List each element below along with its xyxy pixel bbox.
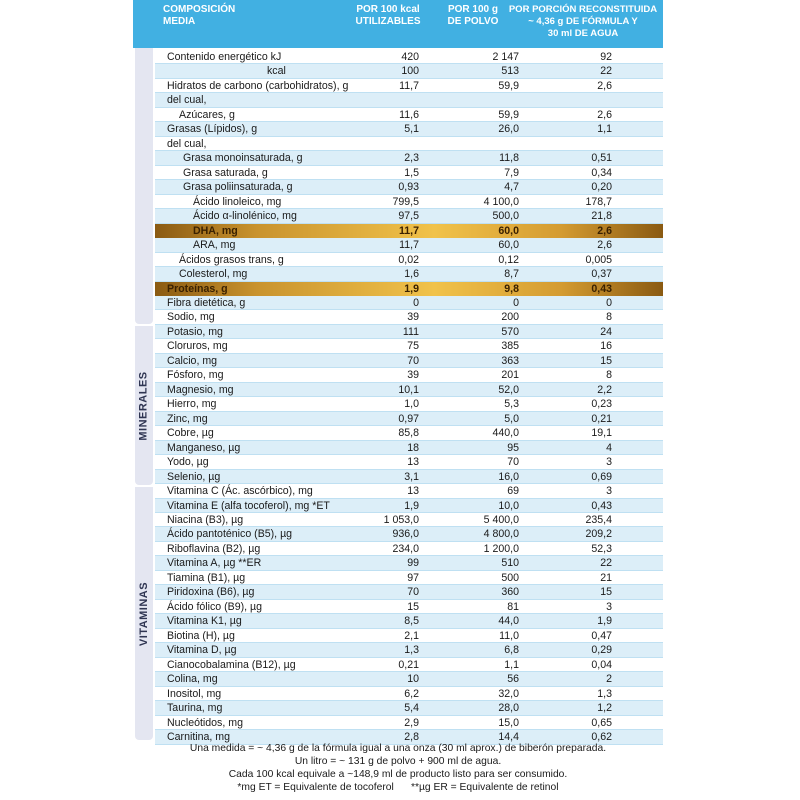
value-per-portion: 22 [600, 557, 612, 570]
table-row [155, 151, 663, 165]
table-row [155, 701, 663, 715]
value-per-100g: 440,0 [492, 427, 519, 440]
value-per-portion: 0,43 [591, 499, 612, 512]
value-per-100g: 4,7 [504, 181, 519, 194]
value-per-portion: 21,8 [591, 210, 612, 223]
row-label: Ácido pantoténico (B5), µg [167, 528, 293, 541]
value-per-portion: 3 [606, 600, 612, 613]
table-row [155, 368, 663, 382]
table-row [155, 166, 663, 180]
table-row [155, 325, 663, 339]
value-per-100g: 10,0 [498, 499, 519, 512]
value-per-portion: 8 [606, 311, 612, 324]
value-per-100kcal: 11,7 [399, 79, 419, 92]
value-per-portion: 2,6 [597, 108, 612, 121]
footnote-line: Cada 100 kcal equivale a ~148,9 ml de producto listo para ser consumido. [228, 769, 568, 780]
row-label: Vitamina A, µg **ER [167, 557, 262, 570]
table-row [155, 93, 663, 107]
value-per-100kcal: 2,1 [404, 629, 419, 642]
row-label: del cual, [167, 137, 207, 150]
table-row [155, 267, 663, 281]
value-per-100g: 0,12 [498, 253, 519, 266]
row-label: Contenido energético kJ [167, 51, 282, 63]
sidebar-block-general [135, 48, 153, 324]
footnote-line: Un litro = ~ 131 g de polvo + 900 ml de agua. [294, 756, 502, 767]
table-row [155, 122, 663, 136]
row-label: Ácido fólico (B9), µg [167, 600, 263, 613]
value-per-100kcal: 0,93 [398, 181, 419, 194]
row-label: Biotina (H), µg [167, 629, 235, 642]
value-per-100kcal: 1,9 [404, 499, 419, 512]
table-row [155, 527, 663, 541]
value-per-100kcal: 1,3 [404, 644, 419, 657]
value-per-100g: 44,0 [498, 615, 519, 628]
table-row [155, 195, 663, 209]
table-row-highlighted [155, 224, 663, 238]
table-row [155, 137, 663, 151]
table-row [155, 672, 663, 686]
value-per-100kcal: 6,2 [404, 687, 419, 700]
value-per-100g: 14,4 [498, 731, 519, 744]
value-per-100kcal: 99 [407, 557, 419, 570]
value-per-100kcal: 85,8 [398, 427, 419, 440]
value-per-portion: 0,29 [591, 644, 612, 657]
value-per-portion: 52,3 [591, 542, 612, 555]
value-per-portion: 1,1 [597, 123, 612, 136]
row-label: Ácido α-linolénico, mg [193, 210, 297, 223]
row-label: Ácido linoleico, mg [193, 195, 282, 208]
table-row [155, 209, 663, 223]
value-per-100kcal: 15 [407, 600, 419, 613]
value-per-portion: 0,47 [591, 629, 612, 642]
value-per-100g: 570 [501, 325, 519, 338]
table-row [155, 108, 663, 122]
footnote-line: *mg ET = Equivalente de tocoferol **µg ER = Equivalente de retinol [237, 782, 559, 793]
value-per-100g: 6,8 [504, 644, 519, 657]
table-row [155, 50, 663, 64]
value-per-100g: 69 [507, 485, 519, 498]
value-per-100kcal: 39 [407, 369, 419, 382]
value-per-portion: 0,23 [591, 398, 612, 411]
row-label: Vitamina D, µg [167, 644, 237, 657]
row-label: Cloruros, mg [167, 340, 228, 353]
row-label: Nucleótidos, mg [167, 716, 243, 729]
value-per-100g: 5,0 [504, 412, 519, 425]
table-row [155, 687, 663, 701]
value-per-portion: 8 [606, 369, 612, 382]
value-per-100kcal: 70 [407, 586, 419, 599]
value-per-portion: 15 [600, 354, 612, 367]
table-row [155, 542, 663, 556]
value-per-100g: 59,9 [498, 79, 519, 92]
table-row [155, 253, 663, 267]
value-per-portion: 4 [606, 441, 612, 454]
value-per-portion: 0,20 [591, 181, 612, 194]
value-per-portion: 0,005 [585, 253, 612, 266]
row-label: Magnesio, mg [167, 383, 234, 396]
row-label: Tiamina (B1), µg [167, 571, 246, 584]
value-per-100kcal: 2,9 [404, 716, 419, 729]
value-per-portion: 0,43 [591, 282, 612, 295]
value-per-portion: 22 [600, 65, 612, 78]
value-per-100g: 95 [507, 441, 519, 454]
header-per-100kcal: POR 100 kcal UTILIZABLES [355, 4, 421, 27]
value-per-100g: 500 [501, 571, 519, 584]
row-label: Zinc, mg [167, 412, 208, 425]
table-row [155, 339, 663, 353]
value-per-100kcal: 97,5 [398, 210, 419, 223]
value-per-100kcal: 111 [402, 325, 419, 338]
row-label: DHA, mg [193, 224, 238, 237]
value-per-100kcal: 0,02 [398, 253, 419, 266]
value-per-portion: 209,2 [585, 528, 612, 541]
value-per-100kcal: 1,6 [404, 268, 419, 281]
table-row [155, 296, 663, 310]
row-label: Vitamina E (alfa tocoferol), mg *ET [167, 499, 330, 512]
value-per-100g: 56 [507, 673, 519, 686]
value-per-100g: 4 800,0 [483, 528, 519, 541]
table-row [155, 426, 663, 440]
vitamins-section-label: VITAMINAS [138, 581, 150, 646]
table-row [155, 571, 663, 585]
value-per-portion: 0,51 [591, 152, 612, 165]
table-row [155, 64, 663, 78]
value-per-100kcal: 13 [407, 456, 419, 469]
value-per-100kcal: 936,0 [392, 528, 419, 541]
table-row [155, 585, 663, 599]
row-label: Inositol, mg [167, 687, 222, 700]
footnote-line: Una medida = ~ 4,36 g de la fórmula igual a una onza (30 ml aprox.) de biberón preparada. [189, 743, 607, 754]
value-per-100kcal: 3,1 [404, 470, 419, 483]
value-per-portion: 0,04 [591, 658, 612, 671]
value-per-100g: 1,1 [504, 658, 519, 671]
value-per-100kcal: 10 [407, 673, 419, 686]
table-row [155, 470, 663, 484]
header-per-portion: POR PORCIÓN RECONSTITUIDA ~ 4,36 g DE FÓRMULA Y 30 ml DE AGUA [508, 4, 658, 39]
row-label: Taurina, mg [167, 702, 223, 715]
value-per-portion: 178,7 [585, 195, 612, 208]
value-per-100g: 59,9 [498, 108, 519, 121]
value-per-100kcal: 1 053,0 [383, 514, 419, 526]
value-per-100g: 201 [501, 369, 519, 382]
value-per-100kcal: 11,7 [398, 224, 419, 237]
value-per-100kcal: 5,4 [404, 702, 419, 715]
row-label: ARA, mg [193, 239, 236, 252]
value-per-100g: 363 [501, 354, 519, 367]
value-per-100g: 8,7 [504, 268, 519, 281]
value-per-100kcal: 234,0 [392, 542, 419, 555]
value-per-100g: 7,9 [504, 166, 519, 179]
value-per-100kcal: 11,7 [399, 239, 419, 252]
value-per-portion: 1,2 [597, 702, 612, 715]
value-per-portion: 21 [600, 571, 612, 584]
table-row [155, 600, 663, 614]
value-per-100kcal: 8,5 [404, 615, 419, 628]
header-composition: COMPOSICIÓN MEDIA [163, 4, 236, 27]
value-per-portion: 24 [600, 325, 612, 338]
value-per-100g: 500,0 [492, 210, 519, 223]
row-label: Azúcares, g [179, 108, 235, 121]
value-per-100kcal: 10,1 [398, 383, 419, 396]
table-row [155, 629, 663, 643]
value-per-portion: 0,62 [591, 731, 612, 744]
value-per-portion: 2,6 [597, 79, 612, 92]
value-per-100kcal: 70 [407, 354, 419, 367]
value-per-portion: 235,4 [585, 514, 612, 526]
value-per-100g: 360 [501, 586, 519, 599]
value-per-portion: 16 [600, 340, 612, 353]
value-per-100g: 510 [501, 557, 519, 570]
row-label: Riboflavina (B2), µg [167, 542, 261, 555]
value-per-100g: 1 200,0 [483, 542, 519, 555]
table-row [155, 716, 663, 730]
value-per-portion: 19,1 [591, 427, 612, 440]
table-row [155, 238, 663, 252]
value-per-100kcal: 11,6 [399, 108, 419, 121]
row-label: Potasio, mg [167, 325, 223, 338]
row-label: Piridoxina (B6), µg [167, 586, 255, 599]
value-per-100g: 60,0 [498, 239, 519, 252]
value-per-100kcal: 13 [407, 485, 419, 498]
table-row [155, 441, 663, 455]
value-per-portion: 92 [600, 51, 612, 63]
row-label: Selenio, µg [167, 470, 221, 483]
value-per-100kcal: 1,5 [404, 166, 419, 179]
nutrition-table [133, 0, 663, 800]
value-per-100g: 15,0 [498, 716, 519, 729]
row-label: Vitamina C (Ác. ascórbico), mg [167, 485, 313, 498]
row-label: kcal [267, 65, 286, 78]
table-row-highlighted [155, 282, 663, 296]
value-per-portion: 1,3 [597, 687, 612, 700]
value-per-100g: 26,0 [498, 123, 519, 136]
value-per-portion: 0,69 [591, 470, 612, 483]
value-per-100g: 28,0 [498, 702, 519, 715]
value-per-100kcal: 18 [407, 441, 419, 454]
value-per-100kcal: 97 [407, 571, 419, 584]
table-row [155, 397, 663, 411]
value-per-portion: 2,2 [597, 383, 612, 396]
table-row [155, 499, 663, 513]
value-per-100kcal: 5,1 [404, 123, 419, 136]
row-label: Grasa saturada, g [183, 166, 268, 179]
row-label: Grasa poliinsaturada, g [183, 181, 293, 194]
table-body [155, 50, 663, 745]
value-per-100g: 200 [501, 311, 519, 324]
value-per-100g: 2 147 [492, 51, 519, 63]
row-label: Carnitina, mg [167, 731, 230, 744]
row-label: Yodo, µg [167, 456, 209, 469]
value-per-100g: 32,0 [498, 687, 519, 700]
row-label: Grasa monoinsaturada, g [183, 152, 303, 165]
value-per-100g: 0 [513, 296, 519, 309]
value-per-100kcal: 1,0 [404, 398, 419, 411]
row-label: Colesterol, mg [179, 268, 248, 281]
value-per-100g: 52,0 [498, 383, 519, 396]
value-per-portion: 3 [606, 485, 612, 498]
value-per-100g: 5,3 [504, 398, 519, 411]
value-per-100g: 16,0 [498, 470, 519, 483]
value-per-100g: 81 [507, 600, 519, 613]
value-per-100g: 11,0 [499, 629, 519, 642]
value-per-100kcal: 0 [413, 296, 419, 309]
table-row [155, 513, 663, 527]
value-per-100kcal: 75 [407, 340, 419, 353]
value-per-portion: 2 [606, 673, 612, 686]
value-per-100kcal: 100 [401, 65, 419, 78]
row-label: Calcio, mg [167, 354, 218, 367]
section-sidebar [133, 48, 155, 740]
value-per-portion: 0 [606, 296, 612, 309]
value-per-portion: 0,21 [591, 412, 612, 425]
value-per-portion: 15 [600, 586, 612, 599]
value-per-portion: 2,6 [597, 224, 612, 237]
value-per-100kcal: 0,21 [398, 658, 419, 671]
table-row [155, 412, 663, 426]
row-label: Grasas (Lípidos), g [167, 123, 258, 136]
row-label: Cianocobalamina (B12), µg [167, 658, 296, 671]
header-per-100g: POR 100 g DE POLVO [447, 4, 499, 27]
minerals-section-label: MINERALES [138, 370, 150, 441]
row-label: Proteínas, g [167, 282, 228, 295]
value-per-100kcal: 39 [407, 311, 419, 324]
row-label: del cual, [167, 94, 207, 107]
row-label: Niacina (B3), µg [167, 514, 244, 526]
row-label: Fósforo, mg [167, 369, 224, 382]
table-header [133, 0, 663, 48]
value-per-100g: 11,8 [499, 152, 519, 165]
row-label: Ácidos grasos trans, g [179, 253, 284, 266]
row-label: Cobre, µg [167, 427, 214, 440]
table-footnotes [133, 742, 663, 794]
row-label: Sodio, mg [167, 311, 215, 324]
table-row [155, 455, 663, 469]
table-row [155, 643, 663, 657]
value-per-100g: 385 [501, 340, 519, 353]
table-row [155, 354, 663, 368]
table-row [155, 310, 663, 324]
table-row [155, 79, 663, 93]
table-row [155, 484, 663, 498]
table-row [155, 556, 663, 570]
value-per-portion: 1,9 [597, 615, 612, 628]
table-row [155, 383, 663, 397]
row-label: Hierro, mg [167, 398, 217, 411]
row-label: Fibra dietética, g [167, 296, 246, 309]
value-per-100kcal: 420 [401, 51, 419, 63]
row-label: Hidratos de carbono (carbohidratos), g [167, 79, 349, 92]
row-label: Colina, mg [167, 673, 218, 686]
value-per-100g: 4 100,0 [483, 195, 519, 208]
value-per-100kcal: 2,8 [404, 731, 419, 744]
table-row [155, 614, 663, 628]
value-per-100g: 513 [501, 65, 519, 78]
value-per-100kcal: 799,5 [392, 195, 419, 208]
value-per-100g: 9,8 [504, 282, 519, 295]
row-label: Manganeso, µg [167, 441, 241, 454]
value-per-portion: 0,37 [591, 268, 612, 281]
value-per-100g: 60,0 [498, 224, 519, 237]
value-per-portion: 0,65 [591, 716, 612, 729]
value-per-100g: 70 [507, 456, 519, 469]
value-per-100kcal: 0,97 [398, 412, 419, 425]
value-per-100kcal: 2,3 [404, 152, 419, 165]
value-per-100g: 5 400,0 [483, 514, 519, 526]
table-row [155, 658, 663, 672]
value-per-100kcal: 1,9 [404, 282, 419, 295]
row-label: Vitamina K1, µg [167, 615, 242, 628]
table-row [155, 180, 663, 194]
value-per-portion: 2,6 [597, 239, 612, 252]
value-per-portion: 0,34 [591, 166, 612, 179]
value-per-portion: 3 [606, 456, 612, 469]
